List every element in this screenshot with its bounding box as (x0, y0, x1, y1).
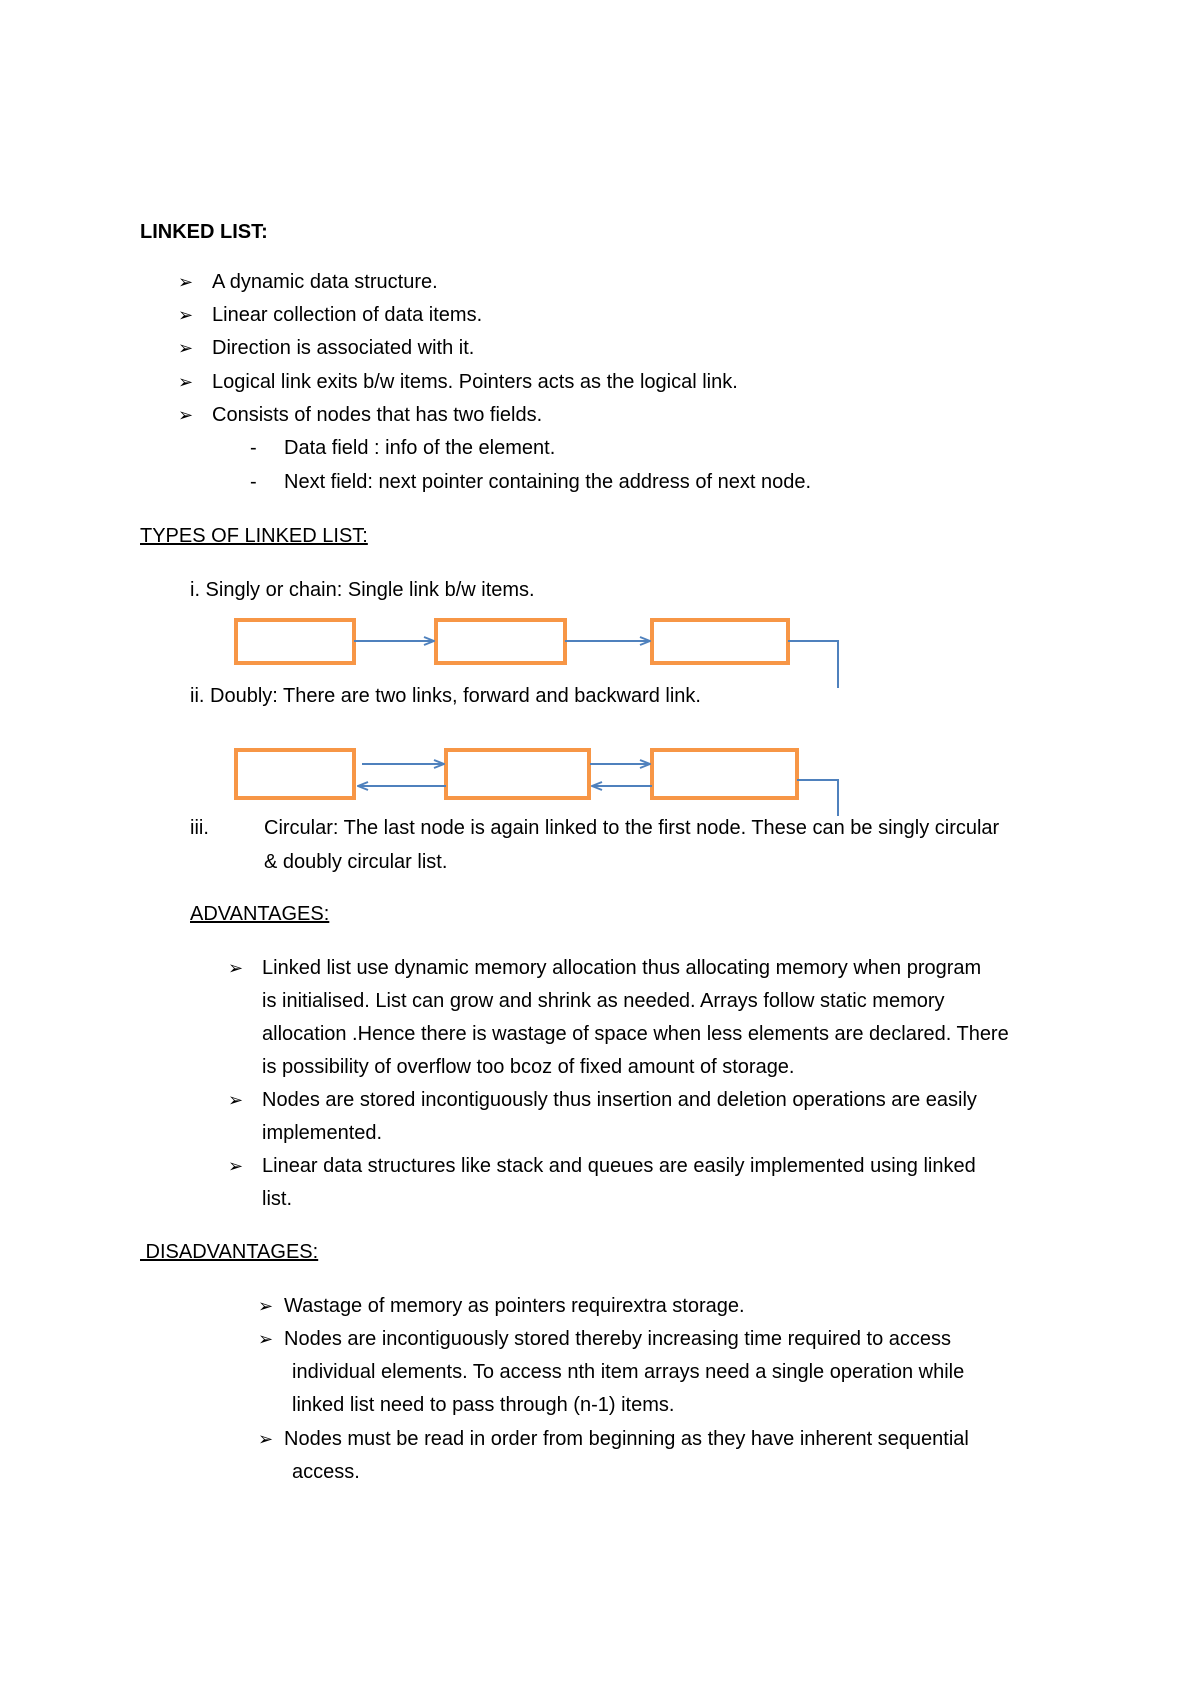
list-item: allocation .Hence there is wastage of space when less elements are declared. There (262, 1023, 1009, 1045)
list-item: Data field : info of the element. (284, 437, 556, 459)
singly-null-pointer (788, 641, 838, 688)
bullet-arrow-icon: ➢ (178, 272, 194, 292)
list-item: individual elements. To access nth item arrays need a single operation while (292, 1361, 965, 1383)
bullet-arrow-icon: ➢ (228, 1090, 244, 1110)
list-item: Wastage of memory as pointers requirextra storage. (284, 1295, 745, 1317)
list-item: Next field: next pointer containing the address of next node. (284, 471, 812, 493)
dash-marker: - (250, 471, 257, 493)
list-item: A dynamic data structure. (212, 271, 438, 293)
bullet-arrow-icon: ➢ (178, 405, 194, 425)
type-doubly: ii. Doubly: There are two links, forward and backward link. (190, 685, 701, 707)
list-item: implemented. (262, 1122, 383, 1144)
singly-node-3 (652, 620, 788, 663)
doubly-node-3 (652, 750, 797, 798)
type-circular-cont: & doubly circular list. (264, 851, 448, 873)
section-heading-disadvantages: DISADVANTAGES: (140, 1241, 319, 1263)
bullet-arrow-icon: ➢ (258, 1296, 274, 1316)
bullet-arrow-icon: ➢ (178, 372, 194, 392)
section-heading-advantages: ADVANTAGES: (190, 903, 330, 925)
bullet-arrow-icon: ➢ (228, 958, 244, 978)
list-item: is initialised. List can grow and shrink as needed. Arrays follow static memory (262, 990, 945, 1012)
doubly-null-pointer (797, 780, 838, 816)
section-heading-types: TYPES OF LINKED LIST: (140, 525, 368, 547)
doubly-node-2 (446, 750, 589, 798)
bullet-arrow-icon: ➢ (178, 305, 194, 325)
bullet-arrow-icon: ➢ (258, 1329, 274, 1349)
list-item: Nodes must be read in order from beginning as they have inherent sequential (284, 1428, 969, 1450)
list-item: Consists of nodes that has two fields. (212, 404, 543, 426)
list-item: Linear data structures like stack and queues are easily implemented using linked (262, 1155, 976, 1177)
list-item: access. (292, 1461, 360, 1483)
type-circular: Circular: The last node is again linked to the first node. These can be singly circular (264, 817, 1000, 839)
list-item: Nodes are incontiguously stored thereby increasing time required to access (284, 1328, 952, 1350)
list-item: Linear collection of data items. (212, 304, 483, 326)
type-circular-number: iii. (190, 817, 209, 839)
bullet-arrow-icon: ➢ (228, 1156, 244, 1176)
list-item: Nodes are stored incontiguously thus insertion and deletion operations are easily (262, 1089, 977, 1111)
list-item: linked list need to pass through (n-1) items. (292, 1394, 675, 1416)
bullet-arrow-icon: ➢ (258, 1429, 274, 1449)
doubly-node-1 (236, 750, 354, 798)
list-item: Direction is associated with it. (212, 337, 475, 359)
singly-node-2 (436, 620, 565, 663)
type-singly: i. Singly or chain: Single link b/w items. (190, 579, 535, 601)
dash-marker: - (250, 437, 257, 459)
list-item: Linked list use dynamic memory allocation thus allocating memory when program (262, 957, 982, 979)
list-item: Logical link exits b/w items. Pointers acts as the logical link. (212, 371, 738, 393)
page-title: LINKED LIST: (140, 221, 268, 243)
list-item: list. (262, 1188, 292, 1210)
bullet-arrow-icon: ➢ (178, 338, 194, 358)
list-item: is possibility of overflow too bcoz of fixed amount of storage. (262, 1056, 795, 1078)
singly-node-1 (236, 620, 354, 663)
